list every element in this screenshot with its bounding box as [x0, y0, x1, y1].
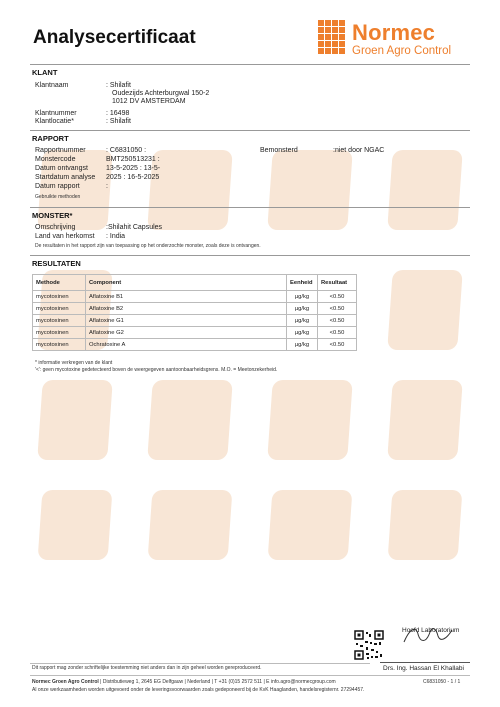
divider — [30, 255, 470, 256]
results-note-1: * informatie verkregen van de klant — [35, 360, 113, 366]
datum-rapport-label: Datum rapport — [35, 183, 80, 190]
klantlocatie-label: Klantlocatie* — [35, 118, 74, 125]
results-note-2: '<': geen mycotoxine gedetecteerd boven de weergegeven aantoonbaarheidsgrens. M.O. = Meetonzekerheid. — [35, 367, 278, 373]
methoden-label: Gebruikte methoden — [35, 194, 81, 200]
rapportnummer-label: Rapportnummer — [35, 147, 86, 154]
column-header: Methode — [33, 275, 86, 291]
section-rapport-heading: RAPPORT — [32, 134, 69, 143]
divider — [30, 64, 470, 65]
normec-logo — [318, 20, 468, 60]
results-table — [32, 274, 357, 351]
klantnummer-label: Klantnummer — [35, 110, 77, 117]
startdatum-label: Startdatum analyse — [35, 174, 96, 181]
klantnaam-value: : Shilafit — [106, 82, 131, 89]
signature-line — [380, 662, 470, 663]
signature-role: Hoofd Laboratorium — [402, 627, 460, 634]
logo-name: Normec — [352, 20, 436, 45]
table-row — [33, 327, 357, 339]
cell-component: Aflatoxine G2 — [86, 327, 287, 339]
datum-ontvangst-value: 13-5-2025 : 13-5- — [106, 165, 161, 172]
omschrijving-value: :Shilahit Capsules — [106, 224, 163, 231]
logo-grid-icon — [318, 20, 346, 54]
signature-name: Drs. Ing. Hassan El Khallabi — [383, 665, 464, 672]
klantnummer-value: : 16498 — [106, 110, 130, 117]
address-line-1: Oudezijds Achterburgwal 150-2 — [112, 90, 210, 97]
cell-resultaat: <0.50 — [318, 315, 357, 327]
rapportnummer-value: : C6831050 : — [106, 147, 147, 154]
cell-resultaat: <0.50 — [318, 303, 357, 315]
klantnaam-label: Klantnaam — [35, 82, 69, 89]
monstercode-value: BMT250513231 : — [106, 156, 160, 163]
footer-terms: Al onze werkzaamheden worden uitgevoerd onder de leveringsvoorwaarden zoals gedeponeerd bij de KvK Haaglanden, handelsregisternr. 27294457. — [32, 687, 365, 693]
cell-methode: mycotoxinen — [33, 291, 86, 303]
bemonsterd-value: :niet door NGAC — [333, 147, 385, 154]
qr-code-icon — [354, 630, 384, 660]
cell-component: Ochratoxine A — [86, 339, 287, 351]
footer-page: C6831050 - 1 / 1 — [423, 679, 461, 685]
cell-component: Aflatoxine B1 — [86, 291, 287, 303]
section-resultaten-heading: RESULTATEN — [32, 259, 81, 268]
monster-note: De resultaten in het rapport zijn van toepassing op het onderzochte monster, zoals deze is ontvangen. — [35, 243, 261, 249]
column-header: Component — [86, 275, 287, 291]
klantlocatie-value: : Shilafit — [106, 118, 131, 125]
footer-rule — [30, 675, 470, 676]
cell-eenheid: µg/kg — [287, 339, 318, 351]
column-header: Eenheid — [287, 275, 318, 291]
cell-resultaat: <0.50 — [318, 339, 357, 351]
cell-methode: mycotoxinen — [33, 303, 86, 315]
datum-rapport-value: : — [106, 183, 108, 190]
section-klant-heading: KLANT — [32, 68, 58, 77]
cell-component: Aflatoxine G1 — [86, 315, 287, 327]
datum-ontvangst-label: Datum ontvangst — [35, 165, 88, 172]
omschrijving-label: Omschrijving — [35, 224, 76, 231]
bemonsterd-label: Bemonsterd — [260, 147, 298, 154]
cell-eenheid: µg/kg — [287, 303, 318, 315]
cell-methode: mycotoxinen — [33, 315, 86, 327]
table-header-row — [33, 275, 357, 291]
cell-resultaat: <0.50 — [318, 291, 357, 303]
divider — [30, 207, 470, 208]
table-row — [33, 303, 357, 315]
footer-rule — [30, 663, 370, 664]
monstercode-label: Monstercode — [35, 156, 76, 163]
address-line-2: 1012 DV AMSTERDAM — [112, 98, 186, 105]
footer-address: | Distributieweg 1, 2645 EG Delfgauw | Nederland | T +31 (0)15 2572 511 | E info.agro@normecgroup.com — [100, 679, 336, 685]
table-row — [33, 315, 357, 327]
table-row — [33, 291, 357, 303]
footer-company: Normec Groen Agro Control — [32, 679, 99, 685]
cell-methode: mycotoxinen — [33, 339, 86, 351]
cell-eenheid: µg/kg — [287, 327, 318, 339]
land-label: Land van herkomst — [35, 233, 95, 240]
land-value: : India — [106, 233, 126, 240]
table-row — [33, 339, 357, 351]
divider — [30, 130, 470, 131]
logo-subtitle: Groen Agro Control — [352, 45, 452, 57]
startdatum-value: 2025 : 16-5-2025 — [106, 174, 160, 181]
cell-methode: mycotoxinen — [33, 327, 86, 339]
footer-disclaimer: Dit rapport mag zonder schriftelijke toestemming niet anders dan in zijn geheel worden gereproduceerd. — [32, 665, 262, 671]
footer-address-line — [32, 679, 336, 685]
cell-resultaat: <0.50 — [318, 327, 357, 339]
column-header: Resultaat — [318, 275, 357, 291]
document-title: Analysecertificaat — [33, 27, 196, 48]
cell-eenheid: µg/kg — [287, 315, 318, 327]
cell-component: Aflatoxine B2 — [86, 303, 287, 315]
section-monster-heading: MONSTER* — [32, 211, 73, 220]
cell-eenheid: µg/kg — [287, 291, 318, 303]
